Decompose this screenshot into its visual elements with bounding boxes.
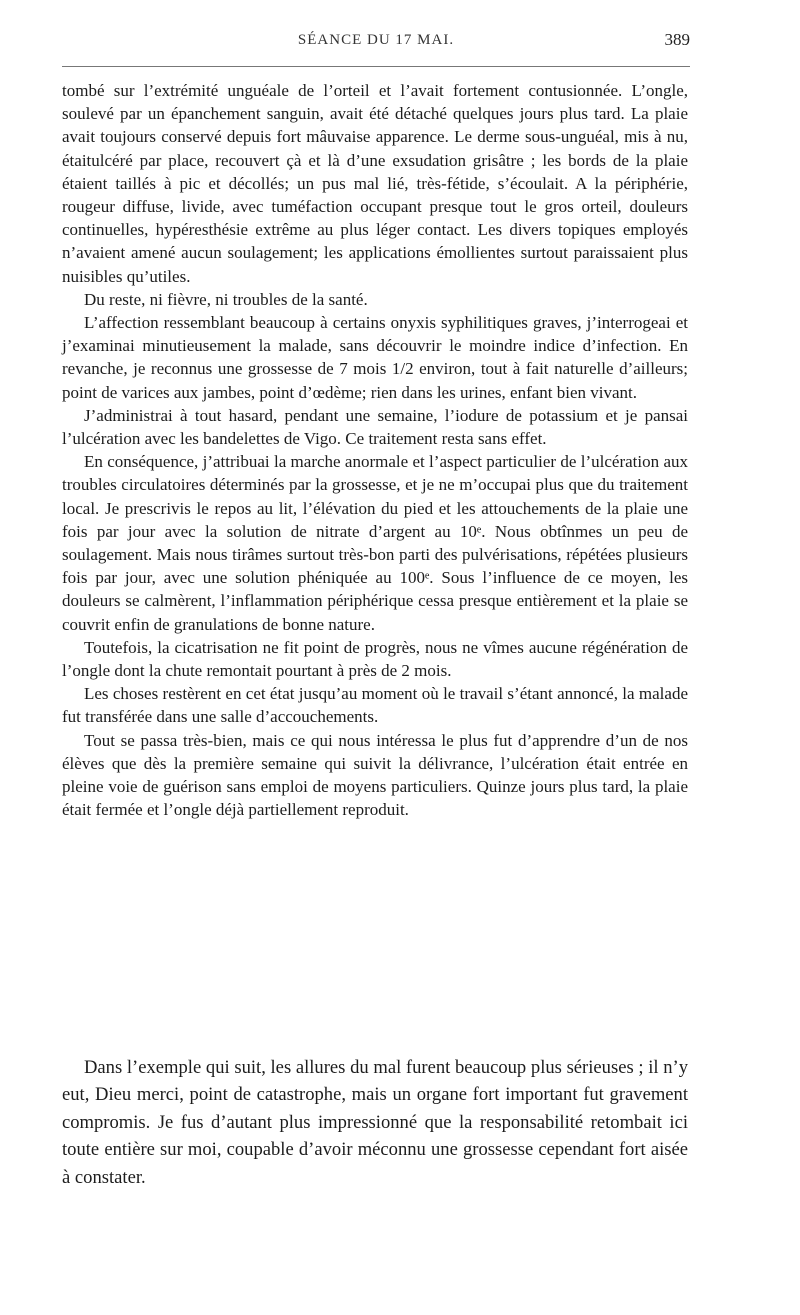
paragraph: En conséquence, j’attribuai la marche anormale et l’aspect particulier de l’ulcération aux troubles circulatoires déterminés par la grossesse, et je ne m’occupai plus que du traitement local. Je prescrivis le repos au lit, l’élévation du pied et les attouchements de la plaie une fois par jour avec la solution de nitrate d’argent au 10ᵉ. Nous obtînmes un peu de soulagement. Mais nous tirâmes surtout très-bon parti des pulvérisations, répétées plusieurs fois par jour, avec une solution phéniquée au 100ᵉ. Sous l’influence de ce moyen, les douleurs se calmèrent, l’inflammation périphérique cessa presque entièrement et la plaie se couvrit enfin de granulations de bonne nature. xyxy=(62,452,688,634)
paragraph: Les choses restèrent en cet état jusqu’au moment où le travail s’étant annoncé, la malade fut transférée dans une salle d’accouchements. xyxy=(62,684,688,727)
paragraph: J’administrai à tout hasard, pendant une semaine, l’iodure de potassium et je pansai l’ulcération avec les bandelettes de Vigo. Ce traitement resta sans effet. xyxy=(62,405,688,449)
paragraph: Toutefois, la cicatrisation ne fit point de progrès, nous ne vîmes aucune régénération de l’ongle dont la chute remontait pourtant à près de 2 mois. xyxy=(62,637,688,681)
paragraph-large: Dans l’exemple qui suit, les allures du mal furent beaucoup plus sérieuses ; il n’y eut, Dieu merci, point de catastrophe, mais un organe fort important fut gravement compromis. Je fus d’autant plus impressionné que la responsabilité retombait ici toute entière sur moi, coupable d’avoir méconnu une grossesse cependant fort aisée à constater. xyxy=(62,1057,688,1188)
running-head xyxy=(62,30,690,54)
body-text xyxy=(62,79,688,822)
paragraph: L’affection ressemblant beaucoup à certains onyxis syphilitiques graves, j’interrogeai et j’examinai minutieusement la malade, sans découvrir le moindre indice d’infection. En revanche, je reconnus une grossesse de 7 mois 1/2 environ, tout à fait naturelle d’ailleurs; point de varices aux jambes, point d’œdème; rien dans les urines, enfant bien vivant. xyxy=(62,313,688,402)
paragraph-continued: tombé sur l’extrémité unguéale de l’orteil et l’avait fortement contusionnée. L’ongle, soulevé par un épanchement sanguin, avait été détaché quelques jours plus tard. La plaie avait toujours conservé depuis fort mâuvaise apparence. Le derme sous-unguéal, mis à nu, étaitulcéré par place, recouvert çà et là d’une exsudation grisâtre ; les bords de la plaie étaient taillés à pic et décollés; un pus mal lié, très-fétide, s’écoulait. A la périphérie, rougeur diffuse, livide, avec tuméfaction occupant presque tout le gros orteil, douleurs continuelles, hypéresthésie extrême au plus léger contact. Les divers topiques employés n’avaient amené aucun soulagement; les applications émollientes surtout paraissaient plus nuisibles qu’utiles. xyxy=(62,81,688,286)
paragraph: Tout se passa très-bien, mais ce qui nous intéressa le plus fut d’apprendre d’un de nos élèves que dès la première semaine qui suivit la délivrance, l’ulcération était entrée en pleine voie de guérison sans emploi de moyens particuliers. Quinze jours plus tard, la plaie était fermée et l’ongle déjà partiellement reproduit. xyxy=(62,730,688,820)
paragraph: Du reste, ni fièvre, ni troubles de la santé. xyxy=(84,289,368,309)
large-text-block xyxy=(62,1054,688,1191)
page-number: 389 xyxy=(664,30,690,49)
header-rule xyxy=(62,66,690,67)
running-title: SÉANCE DU 17 MAI. xyxy=(297,32,455,48)
